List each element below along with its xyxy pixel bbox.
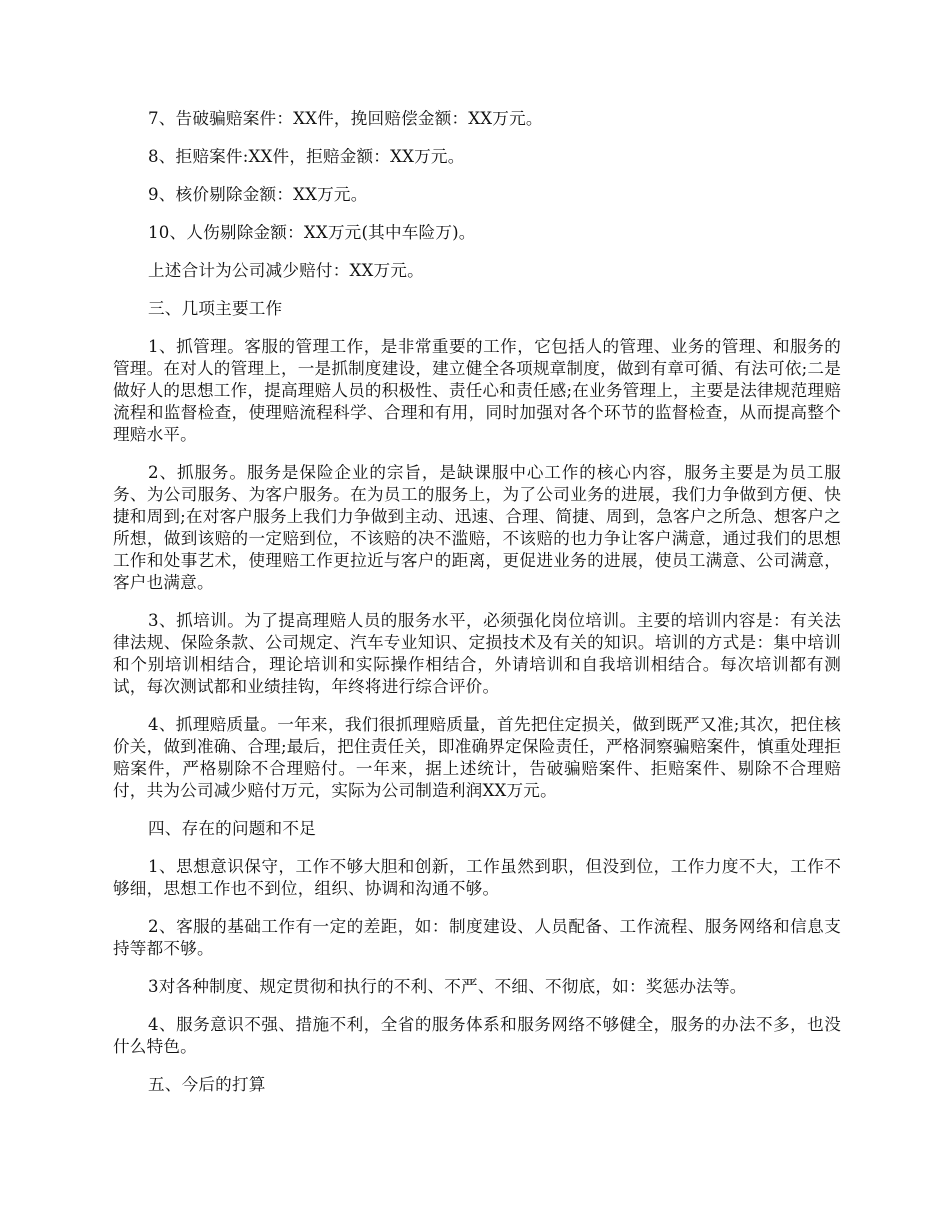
stat-item-9: 9、核价剔除金额：XX万元。: [148, 185, 368, 204]
section-heading-3: 三、几项主要工作: [148, 299, 283, 318]
work-item-training: 3、抓培训。为了提高理赔人员的服务水平，必须强化岗位培训。主要的培训内容是：有关法律法规、保险条款、公司规定、汽车专业知识、定损技术及有关的知识。培训的方式是：集中培训和个别培训相结合，理论培训和实际操作相结合，外请培训和自我培训相结合。每次培训都有测试，每次测试都和业绩挂钩，年终将进行综合评价。: [113, 611, 841, 696]
document-page: [113, 108, 841, 1096]
problem-item-2: 2、客服的基础工作有一定的差距，如：制度建设、人员配备、工作流程、服务网络和信息支持等都不够。: [113, 917, 841, 958]
stat-item-10: 10、人伤剔除金额：XX万元(其中车险万)。: [148, 223, 476, 242]
work-item-management: 1、抓管理。客服的管理工作，是非常重要的工作，它包括人的管理、业务的管理、和服务的管理。在对人的管理上，一是抓制度建设，建立健全各项规章制度，做到有章可循、有法可依;二是做好人的思想工作，提高理赔人员的积极性、责任心和责任感;在业务管理上，主要是法律规范理赔流程和监督检查，使理赔流程科学、合理和有用，同时加强对各个环节的监督检查，从而提高整个理赔水平。: [113, 337, 841, 444]
work-item-service: 2、抓服务。服务是保险企业的宗旨，是缺课服中心工作的核心内容，服务主要是为员工服务、为公司服务、为客户服务。在为员工的服务上，为了公司业务的进展，我们力争做到方便、快捷和周到;在对客户服务上我们力争做到主动、迅速、合理、简捷、周到，急客户之所急、想客户之所想，做到该赔的一定赔到位，不该赔的决不滥赔，不该赔的也力争让客户满意，通过我们的思想工作和处事艺术，使理赔工作更拉近与客户的距离，更促进业务的进展，使员工满意、公司满意，客户也满意。: [113, 463, 841, 592]
problem-item-1: 1、思想意识保守，工作不够大胆和创新，工作虽然到职，但没到位，工作力度不大，工作不够细，思想工作也不到位，组织、协调和沟通不够。: [113, 857, 841, 898]
stat-item-7: 7、告破骗赔案件：XX件，挽回赔偿金额：XX万元。: [148, 109, 543, 128]
problem-item-4: 4、服务意识不强、措施不利，全省的服务体系和服务网络不够健全，服务的办法不多，也没什么特色。: [113, 1015, 841, 1056]
stat-summary: 上述合计为公司减少赔付：XX万元。: [148, 261, 424, 280]
work-item-quality: 4、抓理赔质量。一年来，我们很抓理赔质量，首先把住定损关，做到既严又准;其次，把住核价关，做到准确、合理;最后，把住责任关，即准确界定保险责任，严格洞察骗赔案件，慎重处理拒赔案件，严格剔除不合理赔付。一年来，据上述统计，告破骗赔案件、拒赔案件、剔除不合理赔付，共为公司减少赔付万元，实际为公司制造利润XX万元。: [113, 715, 841, 800]
problem-item-3: 3对各种制度、规定贯彻和执行的不利、不严、不细、不彻底，如：奖惩办法等。: [148, 977, 747, 996]
section-heading-4: 四、存在的问题和不足: [148, 819, 316, 838]
stat-item-8: 8、拒赔案件:XX件，拒赔金额：XX万元。: [148, 147, 465, 166]
section-heading-5: 五、今后的打算: [148, 1075, 266, 1094]
